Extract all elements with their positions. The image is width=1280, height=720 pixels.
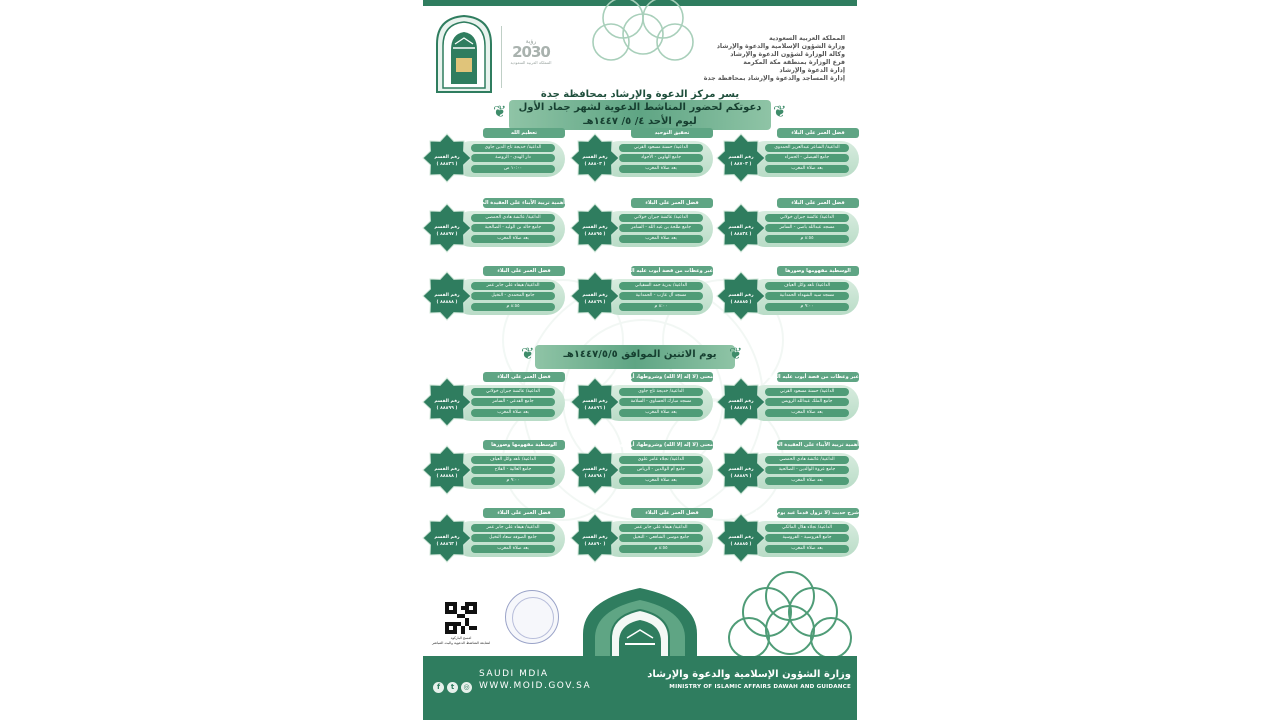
section-label: رقم القسم xyxy=(582,399,608,404)
card-speaker: الداعية/ هيفاء علي جابر عمر xyxy=(471,282,555,290)
flourish-left-icon: ❦ xyxy=(521,344,535,363)
card-venue: مسجد آل عازب - الحمدانية xyxy=(619,292,703,300)
card-venue: مسجد سيد الشهداء الحمدانية xyxy=(765,292,849,300)
section-code: ( ٨٨٨٩٦ ) xyxy=(584,406,606,411)
card-venue: جامع الهاوين - الأجواد xyxy=(619,154,703,162)
org-line: إدارة المساجد والدعوة والإرشاد بمحافظة جدة xyxy=(703,75,845,82)
activity-card xyxy=(423,128,567,182)
activity-card xyxy=(571,372,715,426)
card-speaker: الداعية/ خديجة تاج جاوي xyxy=(619,388,703,396)
qr-caption xyxy=(429,636,493,646)
section-label: رقم القسم xyxy=(728,399,754,404)
card-venue: جامع الفدعي - السامر xyxy=(471,398,555,406)
section-label: رقم القسم xyxy=(434,225,460,230)
card-time: ٩:٠٠ م xyxy=(471,477,555,485)
section-code: ( ٨٨٨٩٨ ) xyxy=(584,474,606,479)
ministry-name-ar-wrap xyxy=(647,668,851,681)
section-label: رقم القسم xyxy=(582,293,608,298)
section-code: ( ٨٨٨٠٣ ) xyxy=(584,162,606,167)
card-title: معنى (لا إله إلا الله) وشروطها، أركانها xyxy=(618,442,713,448)
card-venue: جامع الفيصلي - الحمراء xyxy=(765,154,849,162)
twitter-icon[interactable]: t xyxy=(447,682,458,693)
activity-card xyxy=(423,198,567,252)
card-title: فضل العمر على البلاء xyxy=(483,508,565,518)
card-time: ٨:٥٥ م xyxy=(471,303,555,311)
organization-text xyxy=(695,35,845,83)
section-number-badge xyxy=(423,378,471,426)
vision-sub: المملكة العربية السعودية xyxy=(510,60,552,65)
section-number-badge xyxy=(717,514,765,562)
activity-card xyxy=(571,198,715,252)
card-time: بعد صلاة المغرب xyxy=(471,235,555,243)
org-line: وكالة الوزارة لشؤون الدعوة والإرشاد xyxy=(730,51,845,58)
section-code: ( ٨٨٨٨٨ ) xyxy=(436,474,458,479)
section-number-badge xyxy=(423,134,471,182)
qr-caption-line: امسح الباركود xyxy=(450,636,472,640)
card-time: بعد صلاة المغرب xyxy=(619,409,703,417)
card-venue: جامع الصوفه سعاد النخيل xyxy=(471,534,555,542)
section-label: رقم القسم xyxy=(582,155,608,160)
section-number-badge xyxy=(571,272,619,320)
section-code: ( ٨٨٨٣٦ ) xyxy=(436,162,458,167)
card-venue: مسجد مبارك الحساوي - السلامة xyxy=(619,398,703,406)
card-time: ٨:٠٠ م xyxy=(619,303,703,311)
card-speaker: الداعية/ عائشة جبران خولاني xyxy=(765,214,849,222)
section-number-badge xyxy=(423,204,471,252)
section-code: ( ٨٨٨٩٩ ) xyxy=(436,406,458,411)
org-line: فرع الوزارة بمنطقة مكة المكرمة xyxy=(743,59,845,66)
section-label: رقم القسم xyxy=(582,467,608,472)
section-number-badge xyxy=(717,204,765,252)
instagram-icon[interactable]: ◎ xyxy=(461,682,472,693)
section-number-badge xyxy=(717,134,765,182)
section-label: رقم القسم xyxy=(728,225,754,230)
section-number-badge xyxy=(423,514,471,562)
card-title: عبر وعظات من قصة أيوب عليه السلام xyxy=(764,374,859,380)
section-number-badge xyxy=(571,514,619,562)
card-title: فضل العمر على البلاء xyxy=(777,128,859,138)
section-code: ( ٨٨٨٨٥ ) xyxy=(730,300,752,305)
activity-card xyxy=(717,372,861,426)
card-time: ١٠:٠٠ ص xyxy=(471,165,555,173)
activity-card xyxy=(717,266,861,320)
qr-code-icon xyxy=(445,602,477,634)
card-time: بعد صلاة المغرب xyxy=(471,409,555,417)
section-label: رقم القسم xyxy=(728,535,754,540)
card-venue: جامع عروة الوالدين - الصالحية xyxy=(765,466,849,474)
website-link[interactable]: WWW.MOID.GOV.SA xyxy=(479,681,592,691)
social-icons xyxy=(433,674,475,693)
card-time: ٩:٠٠ م xyxy=(765,303,849,311)
card-time: بعد صلاة المغرب xyxy=(765,409,849,417)
card-time: بعد صلاة المغرب xyxy=(471,545,555,553)
section-label: رقم القسم xyxy=(434,467,460,472)
card-speaker: الداعية/ نجلاء هلال المالكي xyxy=(765,524,849,532)
section-code: ( ٨٨٧٠٣ ) xyxy=(730,162,752,167)
section-label: رقم القسم xyxy=(728,293,754,298)
card-venue: جامع موسى الشافعي - النخيل xyxy=(619,534,703,542)
card-time: ٨:٥٥ م xyxy=(765,235,849,243)
org-line: إدارة الدعوة والإرشاد xyxy=(779,67,845,74)
card-venue: جامع الملك عبدالله الرويس xyxy=(765,398,849,406)
card-title: عبر وعظات من قصة أيوب عليه السلام xyxy=(618,268,713,274)
section-label: رقم القسم xyxy=(728,467,754,472)
card-venue: جامع المحمدي - النخيل xyxy=(471,292,555,300)
card-speaker: الداعية/ عائشة جبران خولاني xyxy=(471,388,555,396)
qr-code[interactable] xyxy=(445,602,477,634)
card-title: فضل العمر على البلاء xyxy=(483,372,565,382)
vision-2030-logo xyxy=(509,38,553,65)
section-number-badge xyxy=(717,446,765,494)
card-venue: جامع الفروسية - الفروسية xyxy=(765,534,849,542)
activity-card xyxy=(423,440,567,494)
ornament-bottom xyxy=(723,572,857,656)
section-number-badge xyxy=(423,272,471,320)
vision-top: رؤية xyxy=(525,38,537,45)
headline-line3: ليوم الأحد ٤/ ٥/ ١٤٤٧هـ xyxy=(583,116,697,127)
event-poster xyxy=(423,0,857,720)
card-title: فضل العمر على البلاء xyxy=(631,508,713,518)
card-venue: جامع خالد بن الوليد - الصالحية xyxy=(471,224,555,232)
section-number-badge xyxy=(717,378,765,426)
flourish-left-icon: ❦ xyxy=(493,102,507,121)
card-title: الوسطية مفهومها وصورها xyxy=(483,440,565,450)
card-speaker: الداعية/ خديجة تاج الدين جاوي xyxy=(471,144,555,152)
day2-title: يوم الاثنين الموافق ١٤٤٧/٥/٥هـ xyxy=(563,349,717,360)
activity-card xyxy=(423,266,567,320)
ornament-top xyxy=(583,4,703,68)
card-time: بعد صلاة المغرب xyxy=(765,165,849,173)
activity-card xyxy=(717,440,861,494)
card-time: بعد صلاة المغرب xyxy=(619,165,703,173)
card-venue: دار الهدى - الروضة xyxy=(471,154,555,162)
headline-line2: دعوتكم لحضور المناشط الدعوية لشهر جماد الأول xyxy=(518,102,762,113)
activity-card xyxy=(571,508,715,562)
card-title: أهمية تربية الأبناء على العقيدة الصحيحة xyxy=(467,200,565,206)
vision-number: 2030 xyxy=(512,43,550,61)
card-venue: جامع العالية - الفلاح xyxy=(471,466,555,474)
section-code: ( ٨٨٨٦٩ ) xyxy=(584,300,606,305)
card-title: تحقيق التوحيد xyxy=(631,128,713,138)
headline-line1: يسر مركز الدعوة والإرشاد بمحافظة جدة xyxy=(540,89,740,100)
card-speaker: الداعية/ بدرية حمد السفياني xyxy=(619,282,703,290)
card-speaker: الداعية/ ناهد وائل العياف xyxy=(765,282,849,290)
section-number-badge xyxy=(571,446,619,494)
activity-card xyxy=(571,266,715,320)
card-venue: مسجد عبدالله باصي - السامر xyxy=(765,224,849,232)
card-title: أهمية تربية الأبناء على العقيدة الصحيحة xyxy=(761,442,859,448)
section-number-badge xyxy=(717,272,765,320)
card-title: الوسطية مفهومها وصورها xyxy=(777,266,859,276)
activity-card xyxy=(571,440,715,494)
activity-card xyxy=(571,128,715,182)
section-number-badge xyxy=(423,446,471,494)
section-code: ( ٨٨٨٦٣ ) xyxy=(436,542,458,547)
headline-line1-wrap xyxy=(423,88,857,101)
activity-card xyxy=(423,372,567,426)
media-label: SAUDI MDIA xyxy=(479,669,549,679)
section-label: رقم القسم xyxy=(434,399,460,404)
section-label: رقم القسم xyxy=(434,155,460,160)
section-label: رقم القسم xyxy=(582,535,608,540)
section-code: ( ٨٨٨٨٨ ) xyxy=(436,300,458,305)
qr-caption-line: لمتابعة المناشط الدعوية والبث المباشر xyxy=(431,641,491,645)
card-title: فضل العمر على البلاء xyxy=(631,198,713,208)
section-number-badge xyxy=(571,134,619,182)
activity-card xyxy=(423,508,567,562)
card-title: شرح حديث (لا تزول قدما عبد يوم القيامة) xyxy=(755,510,859,516)
section-label: رقم القسم xyxy=(582,225,608,230)
card-speaker: الداعية/ هيفاء علي جابر عمر xyxy=(471,524,555,532)
official-seal xyxy=(505,590,559,644)
card-time: بعد صلاة المغرب xyxy=(765,477,849,485)
footer xyxy=(423,656,857,720)
card-title: معنى (لا إله إلا الله) وشروطها، أركانها xyxy=(618,374,713,380)
header-divider xyxy=(501,26,502,88)
activity-card xyxy=(717,198,861,252)
card-venue: جامع أم الوالدين - الرياض xyxy=(619,466,703,474)
card-time: بعد صلاة المغرب xyxy=(765,545,849,553)
flourish-right-icon: ❦ xyxy=(729,344,743,363)
section-code: ( ٨٨٨٨٥ ) xyxy=(730,542,752,547)
card-title: تعظيم الله xyxy=(483,128,565,138)
card-title: فضل العمر على البلاء xyxy=(777,198,859,208)
ministry-name-en: MINISTRY OF ISLAMIC AFFAIRS DAWAH AND GUIDANCE xyxy=(669,684,851,690)
section-label: رقم القسم xyxy=(434,293,460,298)
org-line: المملكة العربية السعودية xyxy=(769,35,845,42)
card-speaker: الداعية/ عائشة هادي الحمصي xyxy=(471,214,555,222)
card-speaker: الداعية/ نجلاء عامر علوي xyxy=(619,456,703,464)
section-code: ( ٨٨٨٨٩ ) xyxy=(730,474,752,479)
card-venue: جامع طلحة بن عبد الله - السامر xyxy=(619,224,703,232)
card-speaker: الداعية/ الشاعر عبدالعزيز الحمدوي xyxy=(765,144,849,152)
card-speaker: الداعية/ هيفاء علي جابر عمر xyxy=(619,524,703,532)
org-line: وزارة الشؤون الإسلامية والدعوة والإرشاد xyxy=(716,43,845,50)
section-code: ( ٨٨٨٩٥ ) xyxy=(584,232,606,237)
activity-card xyxy=(717,508,861,562)
section-number-badge xyxy=(571,204,619,252)
card-speaker: الداعية/ ناهد وائل العياف xyxy=(471,456,555,464)
social-media-text xyxy=(479,668,591,692)
ministry-name-ar: وزارة الشؤون الإسلامية والدعوة والإرشاد xyxy=(647,669,851,680)
ministry-emblem xyxy=(433,14,495,94)
card-time: ٨:٥٥ م xyxy=(619,545,703,553)
card-title: فضل العمر على البلاء xyxy=(483,266,565,276)
section-code: ( ٨٨٨٧٨ ) xyxy=(730,406,752,411)
card-speaker: الداعية/ عائشة جبران خولاني xyxy=(619,214,703,222)
card-speaker: الداعية/ عائشة هادي الحمصي xyxy=(765,456,849,464)
section-number-badge xyxy=(571,378,619,426)
flourish-right-icon: ❦ xyxy=(773,102,787,121)
facebook-icon[interactable]: f xyxy=(433,682,444,693)
card-speaker: الداعية/ حسنة مسعود القرني xyxy=(619,144,703,152)
card-time: بعد صلاة المغرب xyxy=(619,477,703,485)
card-speaker: الداعية/ حسنة مسعود القرني xyxy=(765,388,849,396)
section-code: ( ٨٨٨٩٧ ) xyxy=(436,232,458,237)
card-time: بعد صلاة المغرب xyxy=(619,235,703,243)
activity-card xyxy=(717,128,861,182)
section-code: ( ٨٨٨٩٠ ) xyxy=(584,542,606,547)
section-code: ( ٨٨٨٣٤ ) xyxy=(730,232,752,237)
section-label: رقم القسم xyxy=(434,535,460,540)
section-label: رقم القسم xyxy=(728,155,754,160)
